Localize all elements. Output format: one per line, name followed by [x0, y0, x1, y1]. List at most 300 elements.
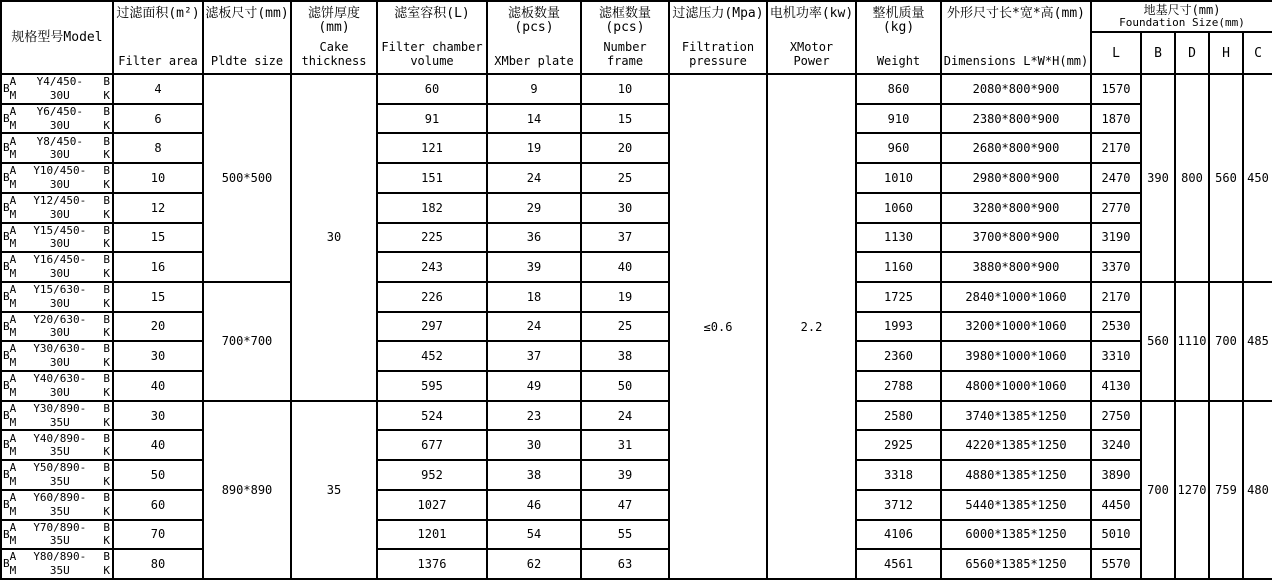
model-main-top: Y6/450-: [36, 104, 83, 118]
model-main: [16, 342, 103, 370]
model-main-bottom: 30U: [49, 88, 70, 102]
model-stack-right-bottom: K: [103, 445, 110, 459]
model-main: [16, 75, 103, 103]
model-stack-left: [10, 342, 17, 370]
cell-foundation-l: 5570: [1091, 549, 1141, 579]
cell-frame-qty: 25: [581, 312, 669, 342]
header-foundation-zh: 地基尺寸(mm): [1143, 2, 1221, 17]
cell-filter-area: 15: [113, 223, 203, 253]
header-filter-area-en: Filter area: [118, 54, 198, 69]
cell-chamber-volume: 121: [377, 133, 487, 163]
model-main-bottom: 30U: [49, 356, 70, 370]
cell-foundation-c: 485: [1243, 282, 1272, 401]
model-stack-right-bottom: K: [103, 326, 110, 340]
model-stack-left: [10, 521, 17, 549]
model-main-top: Y20/630-: [33, 312, 87, 326]
model-stack-left-bottom: M: [9, 474, 17, 488]
header-pressure-zh: 过滤压力(Mpa): [672, 6, 764, 21]
model-main-bottom: 35U: [49, 504, 70, 518]
col-header-pressure: [669, 1, 767, 74]
model-stack-left-top: A: [9, 223, 17, 237]
model-prefix: B: [3, 171, 10, 185]
model-main-bottom: 35U: [49, 564, 70, 578]
cell-plate-qty: 39: [487, 252, 581, 282]
model-text: [2, 134, 112, 162]
cell-dimensions: 5440*1385*1250: [941, 490, 1091, 520]
cell-plate-qty: 62: [487, 549, 581, 579]
cell-plate-qty: 24: [487, 312, 581, 342]
model-stack-right-top: B: [103, 401, 110, 415]
model-stack-right: [103, 550, 110, 578]
model-main-top: Y8/450-: [36, 134, 83, 148]
cell-filter-area: 70: [113, 520, 203, 550]
header-cake-thickness-zh: 滤饼厚度(mm): [307, 6, 360, 36]
cell-weight: 4106: [856, 520, 941, 550]
model-main: [16, 105, 103, 133]
model-stack-left-bottom: M: [9, 564, 17, 578]
header-model-label: 规格型号Model: [11, 29, 103, 45]
col-header-foundation-c: C: [1243, 32, 1272, 74]
table-row: [1, 252, 1272, 282]
cell-plate-qty: 9: [487, 74, 581, 104]
cell-chamber-volume: 60: [377, 74, 487, 104]
table-row: [1, 133, 1272, 163]
table-row: [1, 490, 1272, 520]
cell-foundation-l: 4130: [1091, 371, 1141, 401]
cell-plate-qty: 36: [487, 223, 581, 253]
col-header-motor-power: [767, 1, 856, 74]
cell-model: [1, 223, 113, 253]
model-main-top: Y70/890-: [33, 520, 87, 534]
cell-weight: 3712: [856, 490, 941, 520]
table-row: [1, 520, 1272, 550]
model-prefix: B: [3, 527, 10, 541]
header-plate-qty-zh: 滤板数量(pcs): [507, 6, 560, 36]
model-stack-right-bottom: K: [103, 564, 110, 578]
model-stack-right-bottom: K: [103, 474, 110, 488]
model-stack-left-top: A: [9, 104, 17, 118]
cell-dimensions: 2980*800*900: [941, 163, 1091, 193]
model-main: [16, 550, 103, 578]
model-stack-left: [10, 432, 17, 460]
model-text: [2, 194, 112, 222]
model-stack-left-bottom: M: [9, 534, 17, 548]
model-stack-right: [103, 342, 110, 370]
cell-dimensions: 4880*1385*1250: [941, 460, 1091, 490]
model-stack-left-top: A: [9, 134, 17, 148]
cell-chamber-volume: 225: [377, 223, 487, 253]
model-main: [16, 432, 103, 460]
model-stack-right: [103, 164, 110, 192]
cell-frame-qty: 15: [581, 104, 669, 134]
cell-filter-area: 20: [113, 312, 203, 342]
model-stack-right-bottom: K: [103, 148, 110, 162]
cell-chamber-volume: 452: [377, 341, 487, 371]
cell-chamber-volume: 1376: [377, 549, 487, 579]
model-stack-left: [10, 253, 17, 281]
header-weight-en: Weight: [876, 54, 921, 69]
model-stack-left-bottom: M: [9, 177, 17, 191]
model-stack-right-bottom: K: [103, 534, 110, 548]
model-text: [2, 550, 112, 578]
cell-plate-qty: 24: [487, 163, 581, 193]
cell-weight: 1010: [856, 163, 941, 193]
table-row: [1, 460, 1272, 490]
table-row: [1, 549, 1272, 579]
model-main: [16, 283, 103, 311]
cell-chamber-volume: 524: [377, 401, 487, 431]
model-text: [2, 313, 112, 341]
model-stack-left-bottom: M: [9, 237, 17, 251]
cell-weight: 1060: [856, 193, 941, 223]
model-text: [2, 253, 112, 281]
model-prefix: B: [3, 349, 10, 363]
model-stack-left-bottom: M: [9, 415, 17, 429]
model-stack-left-bottom: M: [9, 88, 17, 102]
cell-plate-qty: 23: [487, 401, 581, 431]
model-stack-right-top: B: [103, 193, 110, 207]
model-stack-right: [103, 105, 110, 133]
model-stack-right-bottom: K: [103, 177, 110, 191]
cell-foundation-l: 2530: [1091, 312, 1141, 342]
model-stack-right-top: B: [103, 164, 110, 178]
model-text: [2, 105, 112, 133]
model-stack-right: [103, 461, 110, 489]
model-main-bottom: 30U: [49, 118, 70, 132]
model-stack-right-bottom: K: [103, 356, 110, 370]
model-stack-left-top: A: [9, 372, 17, 386]
model-main-bottom: 35U: [49, 474, 70, 488]
col-header-foundation-b: B: [1141, 32, 1175, 74]
model-prefix: B: [3, 200, 10, 214]
model-stack-right-top: B: [103, 134, 110, 148]
model-text: [2, 521, 112, 549]
model-stack-right: [103, 253, 110, 281]
cell-foundation-l: 2750: [1091, 401, 1141, 431]
model-text: [2, 342, 112, 370]
cell-weight: 3318: [856, 460, 941, 490]
cell-filter-area: 15: [113, 282, 203, 312]
cell-plate-qty: 18: [487, 282, 581, 312]
cell-frame-qty: 55: [581, 520, 669, 550]
model-stack-right-top: B: [103, 312, 110, 326]
model-stack-right: [103, 194, 110, 222]
model-stack-left-bottom: M: [9, 118, 17, 132]
cell-frame-qty: 30: [581, 193, 669, 223]
col-header-dimensions: [941, 1, 1091, 74]
cell-plate-qty: 49: [487, 371, 581, 401]
table-row: [1, 223, 1272, 253]
model-main-top: Y10/450-: [33, 164, 87, 178]
model-prefix: B: [3, 289, 10, 303]
cell-weight: 1160: [856, 252, 941, 282]
model-stack-right-top: B: [103, 372, 110, 386]
model-stack-right: [103, 135, 110, 163]
model-main-top: Y30/630-: [33, 342, 87, 356]
cell-foundation-l: 2470: [1091, 163, 1141, 193]
cell-weight: 1130: [856, 223, 941, 253]
cell-foundation-l: 3240: [1091, 430, 1141, 460]
cell-frame-qty: 63: [581, 549, 669, 579]
model-main: [16, 194, 103, 222]
cell-dimensions: 3280*800*900: [941, 193, 1091, 223]
model-stack-right-top: B: [103, 104, 110, 118]
cell-plate-qty: 14: [487, 104, 581, 134]
cell-chamber-volume: 677: [377, 430, 487, 460]
model-prefix: B: [3, 319, 10, 333]
model-stack-left-bottom: M: [9, 296, 17, 310]
model-stack-left-top: A: [9, 550, 17, 564]
cell-filter-area: 40: [113, 430, 203, 460]
cell-dimensions: 3740*1385*1250: [941, 401, 1091, 431]
model-stack-right-top: B: [103, 550, 110, 564]
cell-chamber-volume: 151: [377, 163, 487, 193]
cell-plate-qty: 46: [487, 490, 581, 520]
col-header-cake-thickness: [291, 1, 377, 74]
cell-cake-thickness: 35: [291, 401, 377, 579]
model-stack-right-top: B: [103, 283, 110, 297]
cell-dimensions: 6560*1385*1250: [941, 549, 1091, 579]
model-text: [2, 461, 112, 489]
cell-filter-area: 80: [113, 549, 203, 579]
cell-foundation-b: 560: [1141, 282, 1175, 401]
model-stack-right-top: B: [103, 461, 110, 475]
cell-chamber-volume: 243: [377, 252, 487, 282]
col-header-plate-size: [203, 1, 291, 74]
model-stack-left: [10, 135, 17, 163]
model-main-bottom: 30U: [49, 148, 70, 162]
model-prefix: B: [3, 408, 10, 422]
cell-plate-qty: 54: [487, 520, 581, 550]
table-row: [1, 104, 1272, 134]
cell-model: [1, 74, 113, 104]
cell-model: [1, 252, 113, 282]
cell-model: [1, 549, 113, 579]
cell-dimensions: 2080*800*900: [941, 74, 1091, 104]
cell-dimensions: 2840*1000*1060: [941, 282, 1091, 312]
model-stack-right-bottom: K: [103, 296, 110, 310]
cell-frame-qty: 47: [581, 490, 669, 520]
col-header-foundation-l: L: [1091, 32, 1141, 74]
model-main-bottom: 35U: [49, 534, 70, 548]
table-row: [1, 193, 1272, 223]
model-stack-right-top: B: [103, 223, 110, 237]
model-stack-right: [103, 402, 110, 430]
model-stack-left-top: A: [9, 312, 17, 326]
cell-model: [1, 371, 113, 401]
header-pressure-en: Filtration pressure: [681, 40, 755, 69]
cell-dimensions: 4800*1000*1060: [941, 371, 1091, 401]
model-prefix: B: [3, 379, 10, 392]
model-stack-left-bottom: M: [9, 356, 17, 370]
col-header-chamber-volume: [377, 1, 487, 74]
model-main-bottom: 30U: [49, 267, 70, 281]
cell-weight: 1725: [856, 282, 941, 312]
model-stack-left-top: A: [9, 401, 17, 415]
model-stack-left-top: A: [9, 164, 17, 178]
col-header-plate-qty: [487, 1, 581, 74]
cell-weight: 2788: [856, 371, 941, 401]
cell-weight: 2925: [856, 430, 941, 460]
cell-chamber-volume: 1027: [377, 490, 487, 520]
cell-filter-area: 30: [113, 341, 203, 371]
model-stack-right-top: B: [103, 75, 110, 89]
cell-frame-qty: 24: [581, 401, 669, 431]
model-main-top: Y12/450-: [33, 193, 87, 207]
model-stack-left: [10, 283, 17, 311]
model-stack-right-top: B: [103, 490, 110, 504]
model-main-bottom: 30U: [49, 207, 70, 221]
cell-model: [1, 490, 113, 520]
table-row: [1, 430, 1272, 460]
cell-foundation-l: 3370: [1091, 252, 1141, 282]
cell-foundation-c: 450: [1243, 74, 1272, 282]
cell-filter-area: 40: [113, 371, 203, 401]
cell-frame-qty: 50: [581, 371, 669, 401]
model-main-top: Y16/450-: [33, 253, 87, 267]
cell-foundation-l: 1870: [1091, 104, 1141, 134]
cell-foundation-l: 3190: [1091, 223, 1141, 253]
cell-chamber-volume: 1201: [377, 520, 487, 550]
cell-weight: 2360: [856, 341, 941, 371]
cell-model: [1, 430, 113, 460]
cell-plate-size: 890*890: [203, 401, 291, 579]
model-text: [2, 164, 112, 192]
model-main-top: Y15/450-: [33, 223, 87, 237]
cell-dimensions: 3200*1000*1060: [941, 312, 1091, 342]
model-stack-left: [10, 313, 17, 341]
cell-frame-qty: 25: [581, 163, 669, 193]
cell-foundation-l: 2770: [1091, 193, 1141, 223]
header-cake-thickness-en: Cake thickness: [301, 40, 367, 69]
cell-model: [1, 193, 113, 223]
cell-foundation-h: 700: [1209, 282, 1243, 401]
model-stack-left: [10, 402, 17, 430]
cell-weight: 960: [856, 133, 941, 163]
model-text: [2, 224, 112, 252]
cell-foundation-d: 1270: [1175, 401, 1209, 579]
model-stack-left: [10, 105, 17, 133]
model-stack-left: [10, 491, 17, 519]
cell-foundation-l: 2170: [1091, 133, 1141, 163]
cell-foundation-c: 480: [1243, 401, 1272, 579]
model-stack-left-top: A: [9, 490, 17, 504]
model-stack-right: [103, 521, 110, 549]
model-stack-left-top: A: [9, 75, 17, 89]
cell-foundation-l: 1570: [1091, 74, 1141, 104]
model-stack-right: [103, 491, 110, 519]
cell-plate-size: 700*700: [203, 282, 291, 401]
table-row: [1, 163, 1272, 193]
cell-filter-area: 6: [113, 104, 203, 134]
cell-plate-qty: 37: [487, 341, 581, 371]
model-stack-right: [103, 372, 110, 400]
cell-filter-area: 4: [113, 74, 203, 104]
table-row: [1, 371, 1272, 401]
cell-frame-qty: 37: [581, 223, 669, 253]
model-stack-right-top: B: [103, 342, 110, 356]
model-stack-right-top: B: [103, 431, 110, 445]
cell-foundation-h: 560: [1209, 74, 1243, 282]
model-stack-left-top: A: [9, 461, 17, 475]
model-stack-left: [10, 224, 17, 252]
model-main-top: Y40/630-: [33, 372, 87, 386]
model-main-top: Y50/890-: [33, 461, 87, 475]
cell-foundation-d: 1110: [1175, 282, 1209, 401]
cell-foundation-d: 800: [1175, 74, 1209, 282]
model-text: [2, 491, 112, 519]
model-main: [16, 135, 103, 163]
model-stack-left-top: A: [9, 342, 17, 356]
cell-dimensions: 2380*800*900: [941, 104, 1091, 134]
cell-plate-qty: 19: [487, 133, 581, 163]
cell-weight: 4561: [856, 549, 941, 579]
cell-model: [1, 104, 113, 134]
cell-frame-qty: 31: [581, 430, 669, 460]
col-header-filter-area: [113, 1, 203, 74]
model-main-bottom: 35U: [49, 415, 70, 429]
model-text: [2, 431, 112, 459]
model-stack-right-bottom: K: [103, 267, 110, 281]
model-stack-right-bottom: K: [103, 88, 110, 102]
cell-filter-area: 60: [113, 490, 203, 520]
model-stack-left-bottom: M: [9, 267, 17, 281]
cell-model: [1, 520, 113, 550]
header-filter-area-zh: 过滤面积(m²): [116, 6, 200, 21]
cell-foundation-b: 390: [1141, 74, 1175, 282]
header-dimensions-zh: 外形尺寸长*宽*高(mm): [947, 6, 1085, 21]
model-prefix: B: [3, 557, 10, 571]
cell-plate-qty: 38: [487, 460, 581, 490]
model-stack-left-top: A: [9, 193, 17, 207]
cell-model: [1, 282, 113, 312]
cell-frame-qty: 10: [581, 74, 669, 104]
table-row: [1, 341, 1272, 371]
header-frame-qty-en: Number frame: [603, 40, 647, 69]
cell-motor-power: 2.2: [767, 74, 856, 579]
model-main-top: Y60/890-: [33, 490, 87, 504]
model-main-bottom: 30U: [49, 237, 70, 251]
cell-chamber-volume: 226: [377, 282, 487, 312]
cell-model: [1, 460, 113, 490]
model-main: [16, 313, 103, 341]
cell-chamber-volume: 952: [377, 460, 487, 490]
cell-dimensions: 2680*800*900: [941, 133, 1091, 163]
cell-weight: 1993: [856, 312, 941, 342]
col-header-frame-qty: [581, 1, 669, 74]
model-prefix: B: [3, 260, 10, 274]
header-dimensions-en: Dimensions L*W*H(mm): [943, 54, 1089, 69]
model-stack-right-bottom: K: [103, 118, 110, 132]
cell-foundation-l: 2170: [1091, 282, 1141, 312]
model-main-top: Y40/890-: [33, 431, 87, 445]
model-prefix: B: [3, 497, 10, 511]
cell-model: [1, 312, 113, 342]
cell-foundation-l: 4450: [1091, 490, 1141, 520]
table-row: [1, 282, 1272, 312]
cell-model: [1, 163, 113, 193]
cell-frame-qty: 38: [581, 341, 669, 371]
model-main: [16, 372, 103, 400]
cell-plate-qty: 30: [487, 430, 581, 460]
col-header-foundation-d: D: [1175, 32, 1209, 74]
cell-foundation-h: 759: [1209, 401, 1243, 579]
model-main: [16, 253, 103, 281]
model-stack-left: [10, 194, 17, 222]
cell-filter-area: 12: [113, 193, 203, 223]
cell-frame-qty: 20: [581, 133, 669, 163]
model-main-bottom: 30U: [49, 177, 70, 191]
